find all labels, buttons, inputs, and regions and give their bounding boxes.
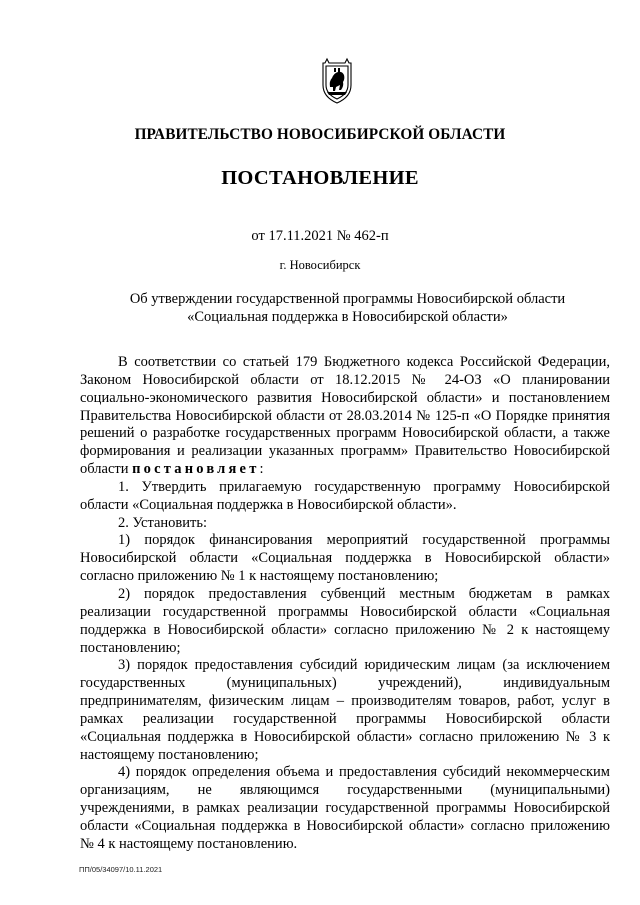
document-body <box>80 354 610 854</box>
document-title <box>60 290 635 326</box>
coat-of-arms-icon <box>317 57 357 105</box>
item-2-paragraph: 2. Установить: <box>118 514 208 531</box>
title-line-2: «Социальная поддержка в Новосибирской области» <box>187 309 508 325</box>
preamble-text: В соответствии со статьей 179 Бюджетного кодекса Российской Федерации, Законом Новосибирской области от 18.12.2015 № 24-ОЗ «О планировании социально-экономического развития Новосибирской области» и постановлением Правительства Новосибирской области от 28.03.2014 № 125-п «О Порядке принятия решений о разработке государственных программ Новосибирской области, а также формирования и реализации указанных программ» Правительство Новосибирской области <box>80 354 610 478</box>
preamble-paragraph <box>80 354 610 479</box>
footer-code: ПП/05/34097/10.11.2021 <box>79 865 163 874</box>
preamble-end: : <box>259 461 264 478</box>
item-1-paragraph: 1. Утвердить прилагаемую государственную программу Новосибирской области «Социальная поддержка в Новосибирской области». <box>80 478 610 513</box>
subitem-3-paragraph: 3) порядок предоставления субсидий юридическим лицам (за исключением государственных (муниципальных) учреждений), индивидуальным предпринимателям, физическим лицам – производителям товаров, работ, услуг в рамках реализации государственной программы Новосибирской области «Социальная поддержка в Новосибирской области» согласно приложению № 3 к настоящему постановлению; <box>80 657 610 763</box>
subitem-1-paragraph: 1) порядок финансирования мероприятий государственной программы Новосибирской области «Социальная поддержка в Новосибирской области» согласно приложению № 1 к настоящему постановлению; <box>80 532 610 585</box>
city-name: г. Новосибирск <box>279 258 361 272</box>
subitem-4-paragraph: 4) порядок определения объема и предоставления субсидий некоммерческим организациям, не являющимся государственными (муниципальными) учреждениями, в рамках реализации государственной программы Новосибирской области «Социальная поддержка в Новосибирской области» согласно приложению № 4 к настоящему постановлению. <box>80 764 610 852</box>
organization-name: ПРАВИТЕЛЬСТВО НОВОСИБИРСКОЙ ОБЛАСТИ <box>134 126 506 143</box>
document-date-number: от 17.11.2021 № 462-п <box>251 228 389 244</box>
subitem-2-paragraph: 2) порядок предоставления субвенций местным бюджетам в рамках реализации государственной программы Новосибирской области «Социальная поддержка в Новосибирской области» согласно приложению № 2 к настоящему постановлению; <box>80 585 610 656</box>
document-type: ПОСТАНОВЛЕНИЕ <box>221 167 419 189</box>
preamble-keyword: постановляет <box>132 461 260 478</box>
title-line-1: Об утверждении государственной программы Новосибирской области <box>129 291 566 307</box>
